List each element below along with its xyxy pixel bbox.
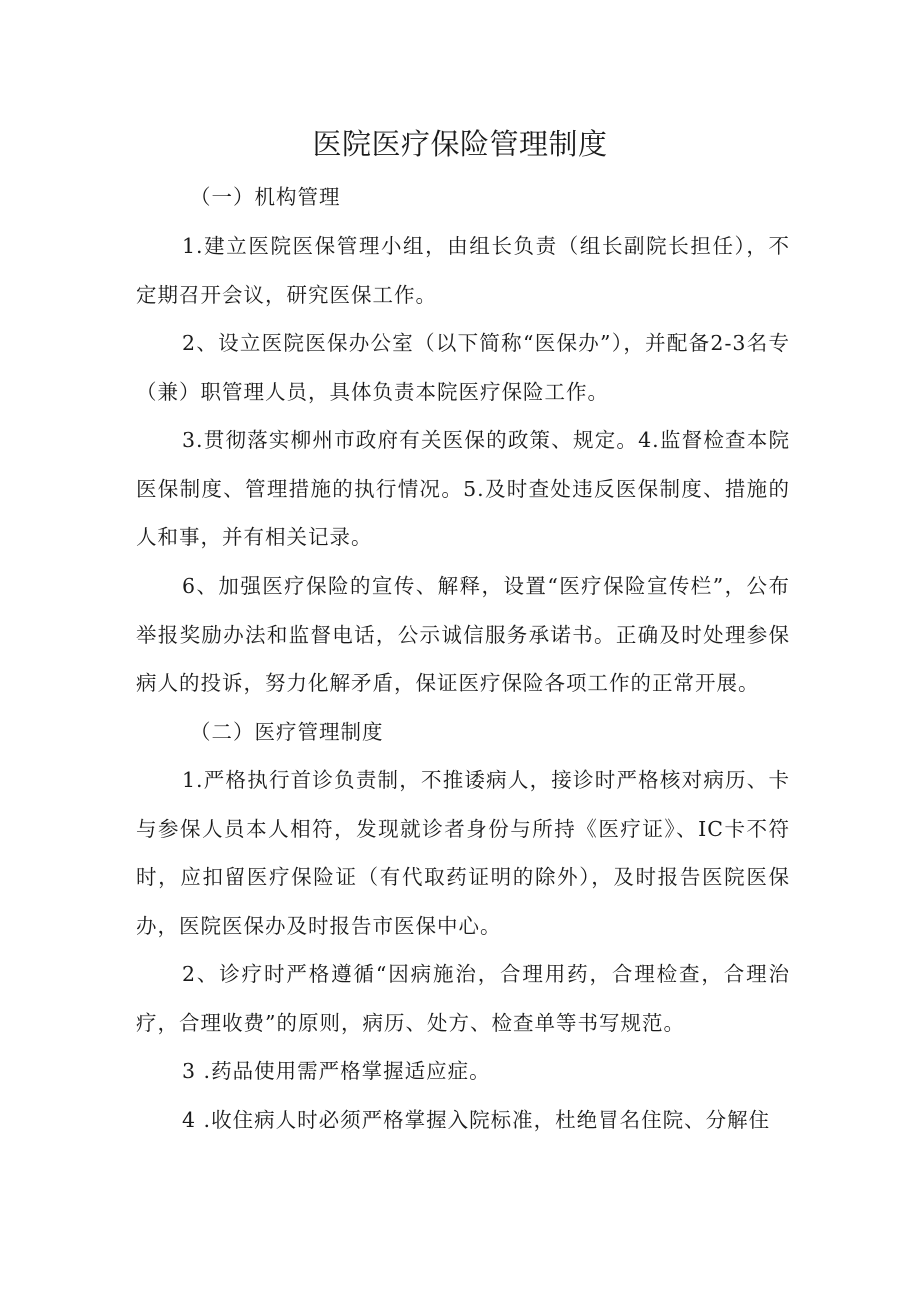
paragraph-medical-2: 2、诊疗时严格遵循“因病施治，合理用药，合理检查，合理治疗，合理收费”的原则，病历、处方、检查单等书写规范。 (136, 962, 790, 1035)
section-heading-medical-management: （二）医疗管理制度 (190, 720, 384, 744)
paragraph-organization-1: 1.建立医院医保管理小组，由组长负责（组长副院长担任），不定期召开会议，研究医保工作。 (136, 234, 790, 307)
paragraph-medical-4: 4 .收住病人时必须严格掌握入院标准，杜绝冒名住院、分解住 (182, 1108, 771, 1132)
section-heading-organization: （一）机构管理 (190, 185, 341, 209)
paragraph-organization-3: 3.贯彻落实柳州市政府有关医保的政策、规定。4.监督检查本院医保制度、管理措施的执行情况。5.及时查处违反医保制度、措施的人和事，并有相关记录。 (136, 428, 790, 549)
paragraph-organization-2: 2、设立医院医保办公室（以下简称“医保办”），并配备2-3名专（兼）职管理人员，具体负责本院医疗保险工作。 (136, 331, 790, 404)
paragraph-medical-1: 1.严格执行首诊负责制，不推诿病人，接诊时严格核对病历、卡与参保人员本人相符，发现就诊者身份与所持《医疗证》、IC卡不符时，应扣留医疗保险证（有代取药证明的除外），及时报告医院医保办，医院医保办及时报告市医保中心。 (136, 768, 790, 938)
document-title: 医院医疗保险管理制度 (312, 127, 608, 161)
paragraph-medical-3: 3 .药品使用需严格掌握适应症。 (182, 1059, 491, 1083)
paragraph-organization-4: 6、加强医疗保险的宣传、解释，设置“医疗保险宣传栏”，公布举报奖励办法和监督电话，公示诚信服务承诺书。正确及时处理参保病人的投诉，努力化解矛盾，保证医疗保险各项工作的正常开展。 (136, 574, 790, 695)
